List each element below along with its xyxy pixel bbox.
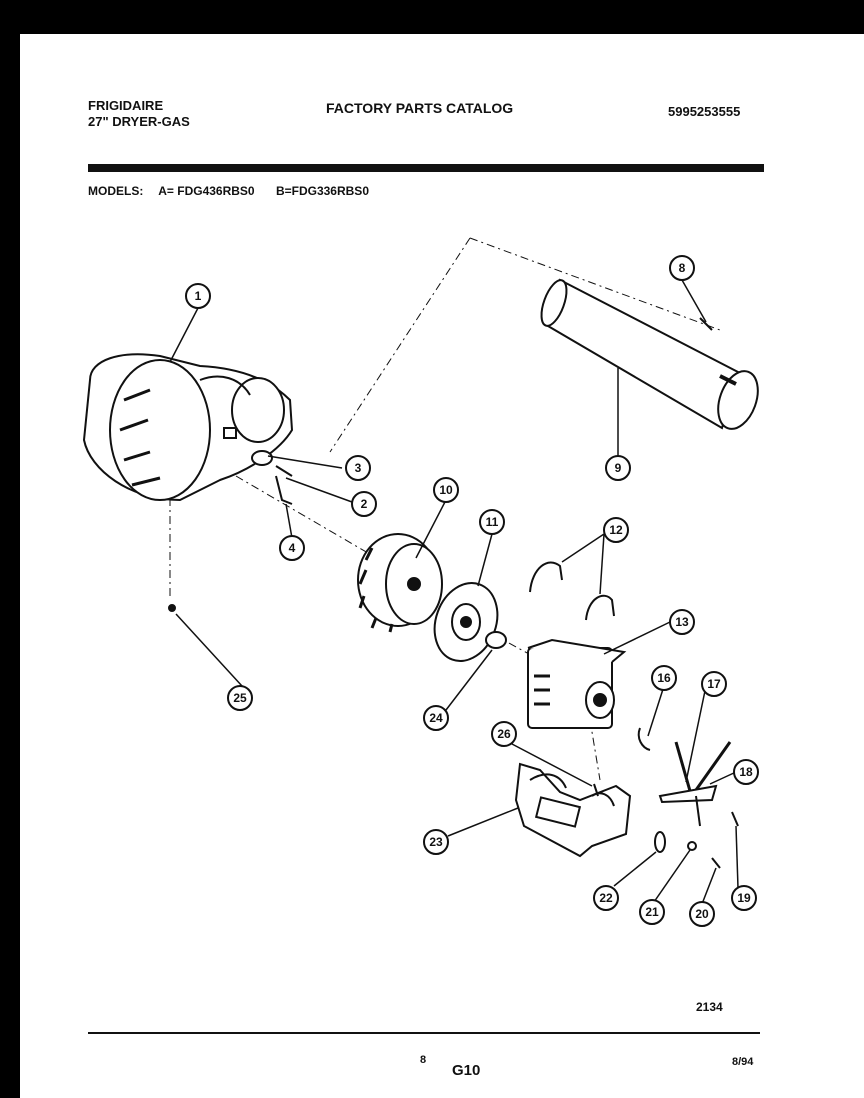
brand-name: FRIGIDAIRE xyxy=(88,98,164,113)
motor-part xyxy=(528,640,624,728)
callout-label: 23 xyxy=(429,835,443,849)
catalog-page xyxy=(20,34,864,1098)
callout-label: 9 xyxy=(614,461,622,475)
callout-label: 4 xyxy=(288,541,296,555)
blower-wheel-part xyxy=(358,534,442,632)
catalog-number: 5995253555 xyxy=(668,104,741,119)
callout-label: 3 xyxy=(354,461,362,475)
revision-date: 8/94 xyxy=(732,1056,754,1068)
figure-number: 2134 xyxy=(696,1000,723,1014)
callout-label: 1 xyxy=(194,289,202,303)
screw-8-part xyxy=(700,318,712,330)
callout-label: 16 xyxy=(657,671,671,685)
bushing-part xyxy=(486,632,506,648)
exhaust-duct-part xyxy=(536,277,765,434)
callout-label: 12 xyxy=(609,523,623,537)
callout-label: 25 xyxy=(233,691,247,705)
callout-label: 20 xyxy=(695,907,709,921)
blower-housing-part xyxy=(84,354,292,500)
callout-label: 18 xyxy=(739,765,753,779)
screw-25-part xyxy=(169,605,175,611)
callout-label: 13 xyxy=(675,615,689,629)
callout-label: 10 xyxy=(439,483,453,497)
callout-label: 24 xyxy=(429,711,443,725)
product-name: 27" DRYER-GAS xyxy=(88,114,190,129)
callout-label: 21 xyxy=(645,905,659,919)
model-a: A= FDG436RBS0 xyxy=(158,184,255,198)
motor-mount-part xyxy=(516,764,630,856)
exploded-parts-diagram xyxy=(20,34,864,1098)
callout-label: 26 xyxy=(497,727,511,741)
model-b: B=FDG336RBS0 xyxy=(275,184,369,198)
catalog-title: FACTORY PARTS CATALOG xyxy=(326,100,514,116)
spring-16-part xyxy=(639,728,650,750)
callout-label: 19 xyxy=(737,891,751,905)
small-hardware-parts xyxy=(655,832,720,868)
page-number: 8 xyxy=(420,1054,427,1066)
callout-label: 2 xyxy=(360,497,368,511)
callout-label: 11 xyxy=(485,515,499,529)
section-code: G10 xyxy=(452,1062,481,1079)
footer-rule xyxy=(88,1032,760,1034)
callout-label: 22 xyxy=(599,891,613,905)
idler-arm-parts xyxy=(660,742,738,826)
callout-label: 17 xyxy=(707,677,721,691)
callout-label: 8 xyxy=(678,261,686,275)
models-label: MODELS: xyxy=(88,184,144,198)
